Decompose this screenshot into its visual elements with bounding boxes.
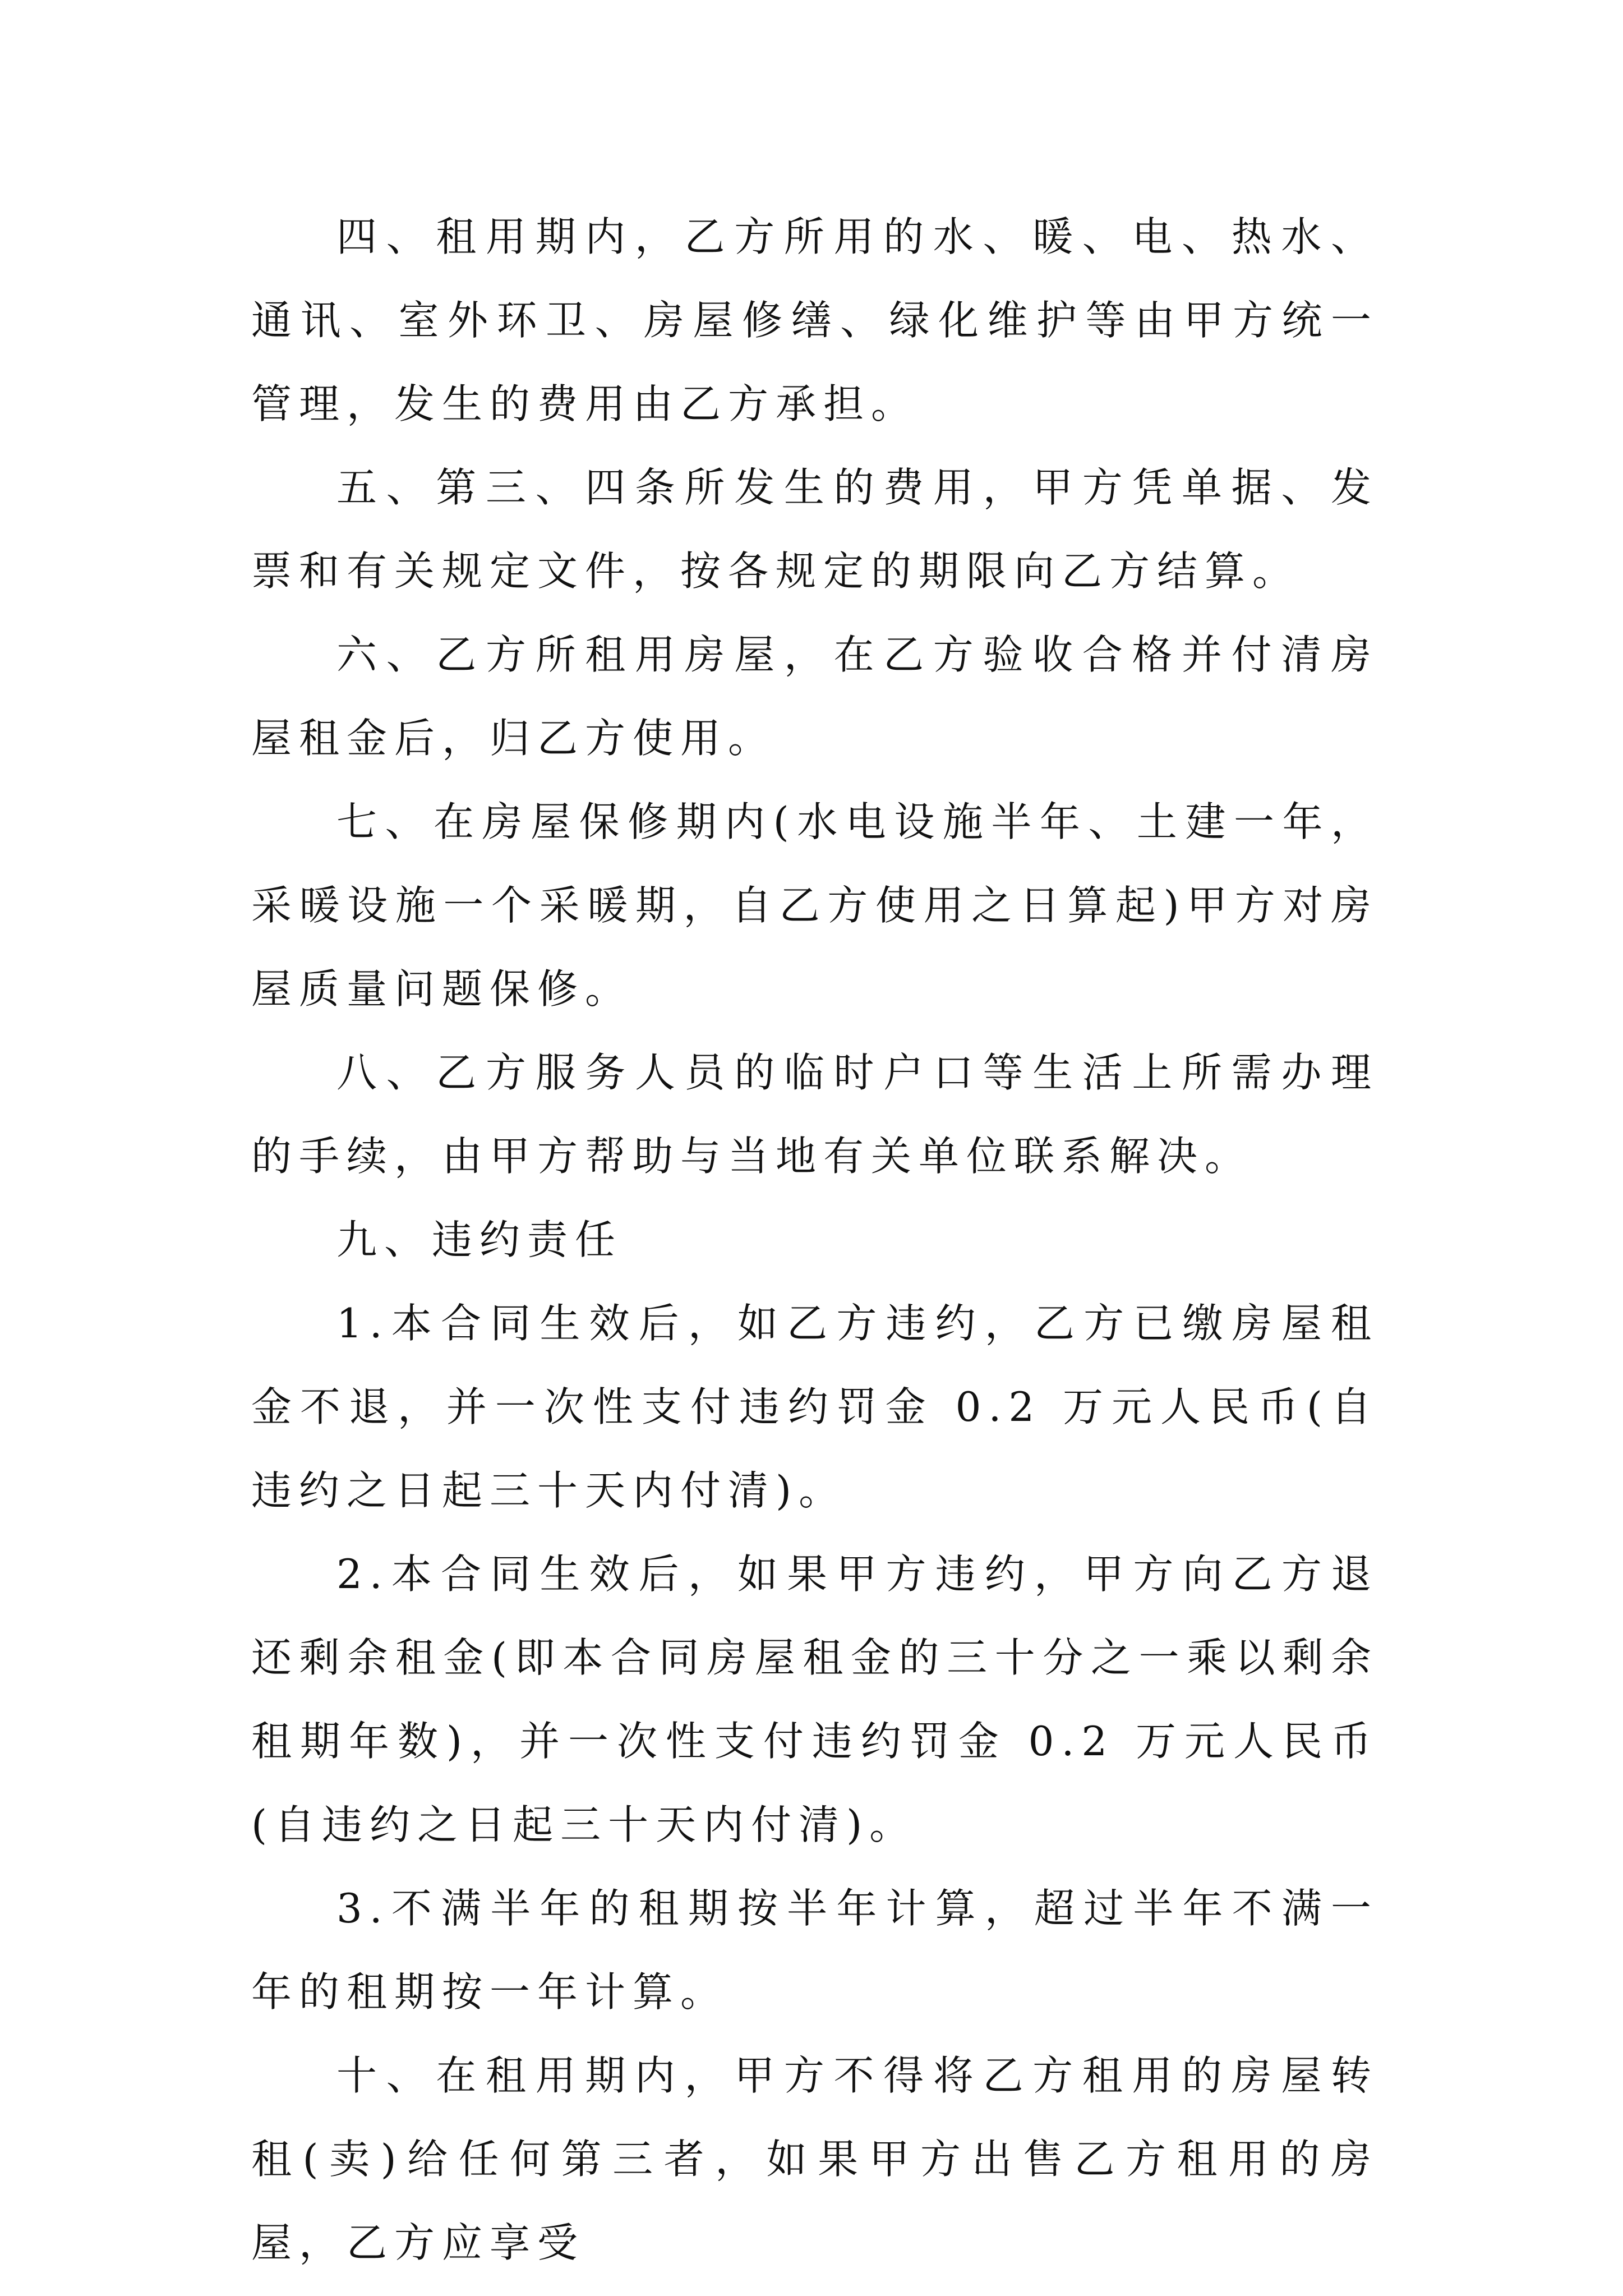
paragraph-clause-9-item-3: 3.不满半年的租期按半年计算，超过半年不满一年的租期按一年计算。	[251, 1885, 1378, 2016]
paragraph-clause-7: 七、在房屋保修期内(水电设施半年、土建一年，采暖设施一个采暖期，自乙方使用之日算起)甲方对房屋质量问题保修。	[251, 798, 1378, 1013]
document-body	[251, 195, 1378, 2285]
paragraph-clause-9-item-1: 1.本合同生效后，如乙方违约，乙方已缴房屋租金不退，并一次性支付违约罚金 0.2 万元人民币(自违约之日起三十天内付清)。	[251, 1300, 1378, 1514]
paragraph-clause-6: 六、乙方所租用房屋，在乙方验收合格并付清房屋租金后，归乙方使用。	[251, 631, 1378, 762]
paragraph-clause-8: 八、乙方服务人员的临时户口等生活上所需办理的手续，由甲方帮助与当地有关单位联系解决。	[251, 1049, 1378, 1180]
paragraph-clause-9-item-2: 2.本合同生效后，如果甲方违约，甲方向乙方退还剩余租金(即本合同房屋租金的三十分之一乘以剩余租期年数)，并一次性支付违约罚金 0.2 万元人民币(自违约之日起三十天内付清)。	[251, 1550, 1378, 1848]
paragraph-clause-9-heading: 九、违约责任	[336, 1216, 623, 1263]
paragraph-clause-4: 四、租用期内，乙方所用的水、暖、电、热水、通讯、室外环卫、房屋修缮、绿化维护等由甲方统一管理，发生的费用由乙方承担。	[251, 213, 1378, 427]
paragraph-clause-10: 十、在租用期内，甲方不得将乙方租用的房屋转租(卖)给任何第三者，如果甲方出售乙方租用的房屋，乙方应享受	[251, 2052, 1378, 2266]
paragraph-clause-5: 五、第三、四条所发生的费用，甲方凭单据、发票和有关规定文件，按各规定的期限向乙方结算。	[251, 464, 1378, 595]
